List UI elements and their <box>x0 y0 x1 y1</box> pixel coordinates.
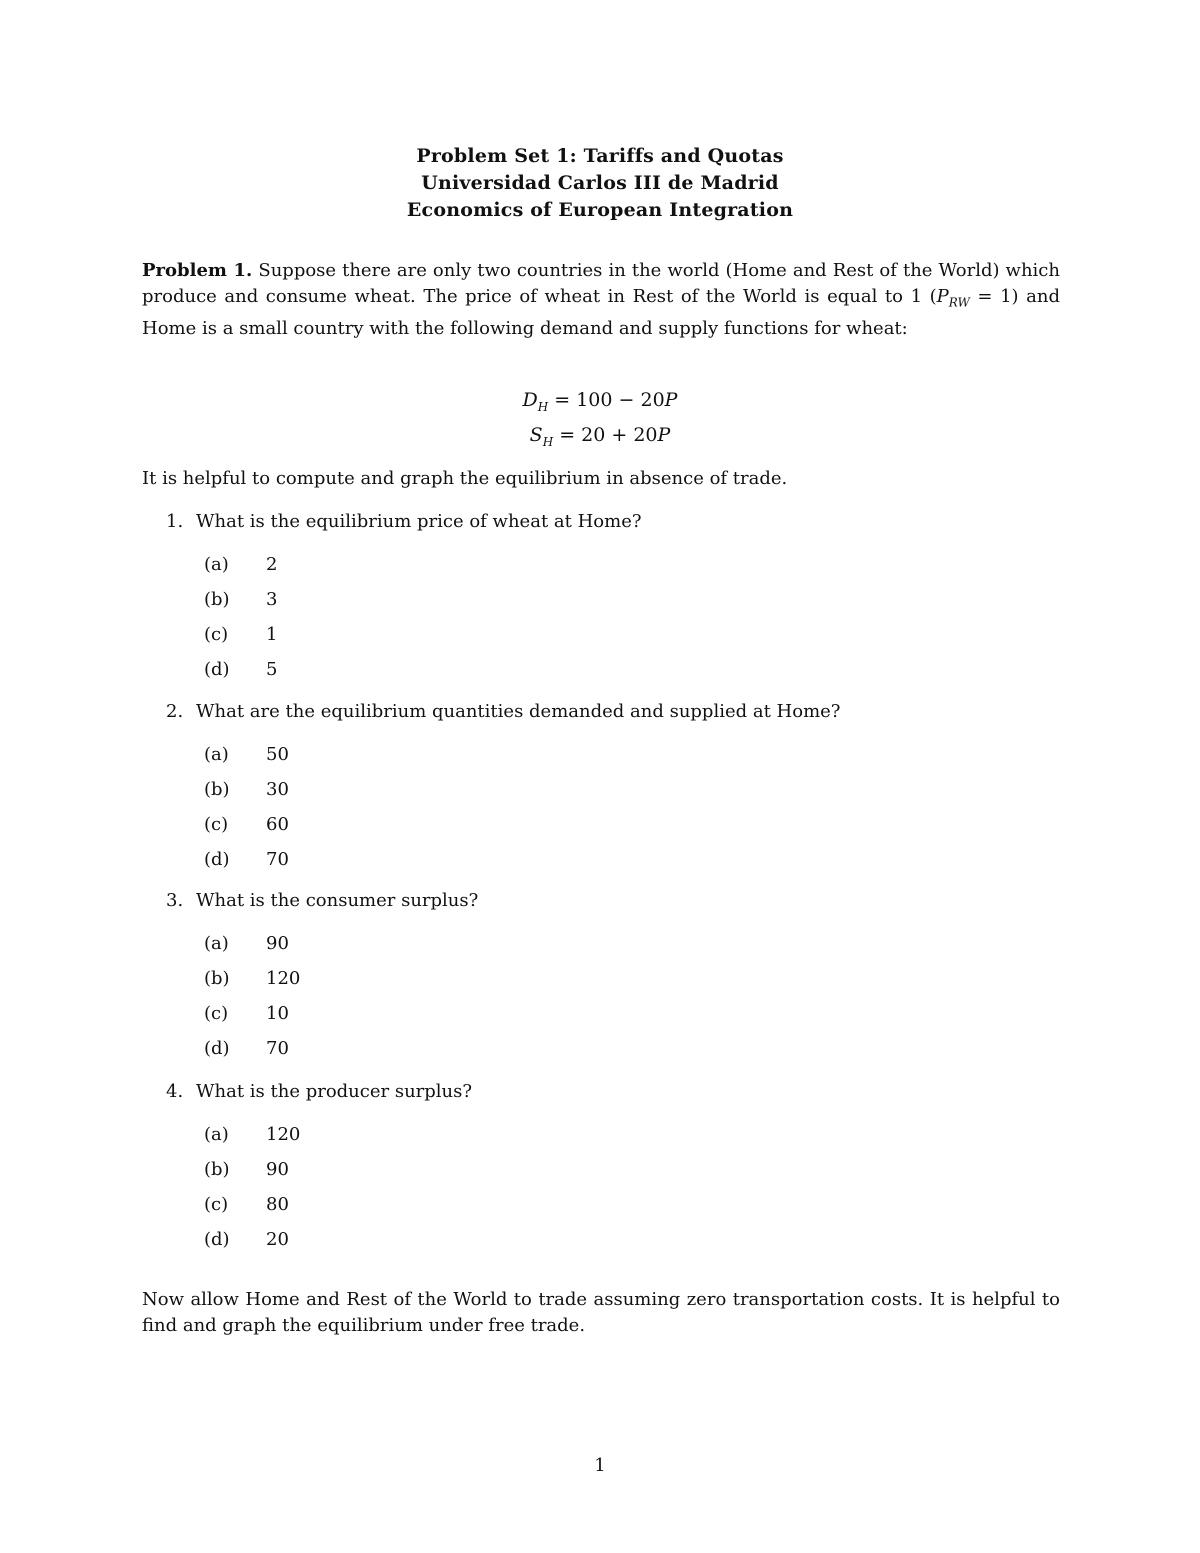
option-c: (c) 1 <box>204 624 278 645</box>
supply-equation: $S_H = 20 + 20P$ <box>529 423 671 449</box>
intro-text-2: = 1) and Home is a small country with the following demand and supply functions for wheat: <box>142 286 1060 339</box>
option-b: (b) 30 <box>204 779 289 800</box>
question-number: 1. <box>166 511 184 532</box>
equations <box>0 386 1200 456</box>
option-c: (c) 80 <box>204 1194 289 1215</box>
option-a: (a) 2 <box>204 554 278 575</box>
institution-line: Universidad Carlos III de Madrid <box>421 172 779 194</box>
option-b: (b) 3 <box>204 589 278 610</box>
question-4 <box>166 1080 472 1104</box>
helper-text: It is helpful to compute and graph the equilibrium in absence of trade. <box>142 468 788 489</box>
question-text: What is the equilibrium price of wheat at Home? <box>196 511 642 532</box>
question-number: 2. <box>166 701 184 722</box>
option-d: (d) 5 <box>204 659 278 680</box>
question-4-options <box>204 1123 300 1263</box>
intro-text-1: Suppose there are only two countries in the world (Home and Rest of the World) which produce and consume wheat. The price of wheat in Rest of the World is equal to 1 ( <box>142 260 1060 307</box>
question-1-options <box>204 553 277 693</box>
problem-intro <box>142 258 1060 342</box>
question-number: 4. <box>166 1081 184 1102</box>
option-c: (c) 60 <box>204 814 289 835</box>
question-text: What is the consumer surplus? <box>196 890 479 911</box>
option-d: (d) 70 <box>204 1038 289 1059</box>
problem-label: Problem 1. <box>142 260 253 281</box>
option-a: (a) 90 <box>204 933 289 954</box>
option-a: (a) 50 <box>204 744 289 765</box>
option-c: (c) 10 <box>204 1003 289 1024</box>
question-text: What are the equilibrium quantities demanded and supplied at Home? <box>196 701 841 722</box>
page-title: Problem Set 1: Tariffs and Quotas <box>416 145 784 167</box>
price-rw-symbol: P <box>936 286 949 307</box>
price-rw-subscript: RW <box>948 295 970 310</box>
page-number: 1 <box>594 1455 606 1476</box>
question-1 <box>166 510 642 534</box>
question-2-options <box>204 743 289 883</box>
option-b: (b) 90 <box>204 1159 289 1180</box>
option-d: (d) 70 <box>204 849 289 870</box>
option-b: (b) 120 <box>204 968 301 989</box>
question-2 <box>166 700 840 724</box>
question-number: 3. <box>166 890 184 911</box>
option-a: (a) 120 <box>204 1124 301 1145</box>
closing-text: Now allow Home and Rest of the World to trade assuming zero transportation costs. It is helpful to find and graph the equilibrium under free trade. <box>142 1289 1060 1336</box>
option-d: (d) 20 <box>204 1229 289 1250</box>
question-text: What is the producer surplus? <box>196 1081 473 1102</box>
demand-equation: $D_H = 100 - 20P$ <box>522 389 678 414</box>
title-block <box>0 143 1200 224</box>
question-3 <box>166 889 478 913</box>
course-line: Economics of European Integration <box>406 199 794 221</box>
question-3-options <box>204 932 300 1072</box>
